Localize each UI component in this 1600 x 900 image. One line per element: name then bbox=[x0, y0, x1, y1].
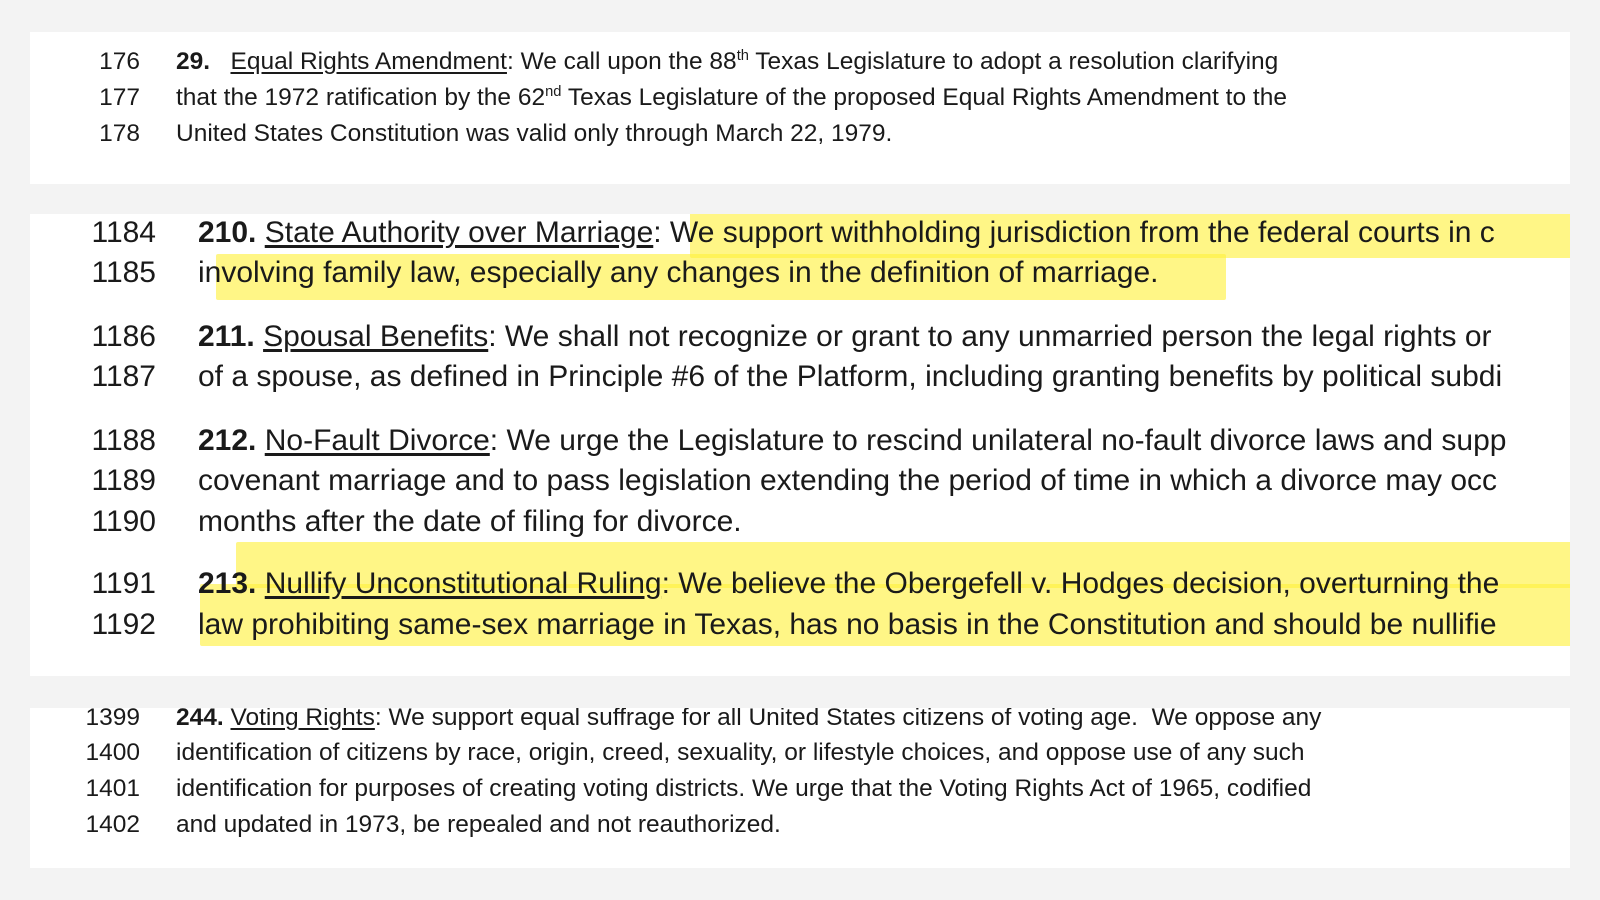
plank-title: Spousal Benefits bbox=[263, 320, 489, 353]
plank-text: identification of citizens by race, origin, creed, sexuality, or lifestyle choices, and oppose use of any such bbox=[176, 739, 1305, 766]
plank-number: 212. bbox=[198, 424, 257, 457]
line-number: 176 bbox=[99, 48, 140, 75]
plank-number: 211. bbox=[198, 320, 255, 353]
line-number: 1190 bbox=[91, 505, 156, 538]
plank-text: that the 1972 ratification by the 62 bbox=[176, 84, 546, 111]
plank-text: of a spouse, as defined in Principle #6 of the Platform, including granting benefits by political subdi bbox=[198, 360, 1503, 393]
plank-text: : We believe the Obergefell v. Hodges decision, overturning the bbox=[661, 567, 1500, 600]
line-number: 178 bbox=[99, 120, 140, 147]
plank-text: covenant marriage and to pass legislation extending the period of time in which a divorce may occ bbox=[198, 464, 1498, 497]
plank-title: No-Fault Divorce bbox=[264, 424, 490, 457]
plank-number: 29. bbox=[176, 48, 211, 75]
plank-number: 210. bbox=[198, 216, 257, 249]
line-number: 1186 bbox=[91, 320, 156, 353]
ordinal-suffix: nd bbox=[545, 83, 562, 100]
plank-text: identification for purposes of creating voting districts. We urge that the Voting Rights Act of 1965, codified bbox=[176, 775, 1312, 802]
line-number: 1400 bbox=[85, 739, 140, 766]
plank-number: 213. bbox=[198, 567, 257, 600]
ordinal-suffix: th bbox=[736, 47, 749, 64]
plank-text: : We urge the Legislature to rescind unilateral no-fault divorce laws and supp bbox=[489, 424, 1507, 457]
plank-title: State Authority over Marriage bbox=[264, 216, 654, 249]
line-number: 1188 bbox=[91, 424, 156, 457]
line-number: 1185 bbox=[91, 256, 156, 289]
plank-number: 244. bbox=[176, 708, 224, 731]
plank-text: and updated in 1973, be repealed and not reauthorized. bbox=[176, 811, 781, 838]
line-number: 1192 bbox=[91, 608, 156, 641]
excerpt-panel-equal-rights bbox=[30, 32, 1570, 184]
plank-text: months after the date of filing for divorce. bbox=[198, 505, 742, 538]
line-number: 1401 bbox=[85, 775, 140, 802]
line-number: 1399 bbox=[85, 708, 140, 731]
plank-text: law prohibiting same-sex marriage in Texas, has no basis in the Constitution and should be nullifie bbox=[198, 608, 1497, 641]
plank-text: Texas Legislature to adopt a resolution clarifying bbox=[748, 48, 1279, 75]
plank-text: involving family law, especially any changes in the definition of marriage. bbox=[198, 256, 1159, 289]
plank-text: : We support equal suffrage for all United States citizens of voting age. We oppose any bbox=[374, 708, 1322, 731]
plank-title: Voting Rights bbox=[230, 708, 375, 731]
plank-text: United States Constitution was valid only through March 22, 1979. bbox=[176, 120, 893, 147]
plank-text: Texas Legislature of the proposed Equal Rights Amendment to the bbox=[561, 84, 1287, 111]
line-number: 177 bbox=[99, 84, 140, 111]
line-number: 1184 bbox=[91, 216, 156, 249]
excerpt-panel-voting-rights bbox=[30, 708, 1570, 868]
excerpt-panel-marriage bbox=[30, 214, 1570, 676]
line-number: 1189 bbox=[91, 464, 156, 497]
plank-title: Nullify Unconstitutional Ruling bbox=[264, 567, 662, 600]
line-number: 1191 bbox=[91, 567, 156, 600]
plank-text: : We shall not recognize or grant to any unmarried person the legal rights or bbox=[488, 320, 1492, 353]
plank-text: : We support withholding jurisdiction from the federal courts in c bbox=[653, 216, 1495, 249]
line-number: 1402 bbox=[85, 811, 140, 838]
plank-title: Equal Rights Amendment bbox=[230, 48, 507, 75]
line-number: 1187 bbox=[91, 360, 156, 393]
plank-text: : We call upon the 88 bbox=[506, 48, 737, 75]
